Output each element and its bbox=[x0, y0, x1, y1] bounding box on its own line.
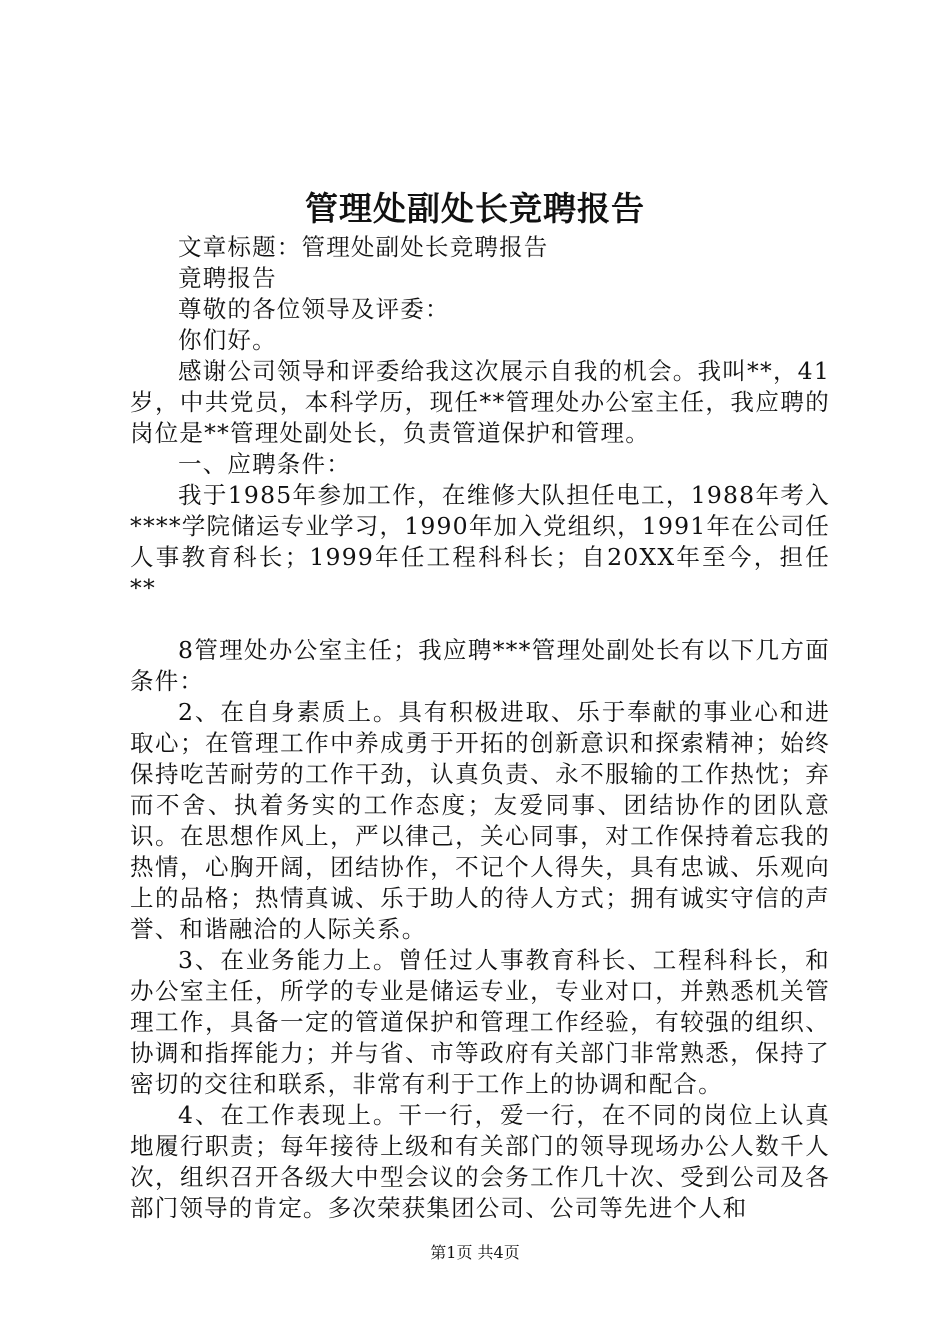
paragraph-career-history: 我于1985年参加工作，在维修大队担任电工，1988年考入****学院储运专业学习，1990年加入党组织，1991年在公司任人事教育科长；1999年任工程科科长；自20XX年至今，担任** bbox=[130, 481, 830, 602]
paragraph-work-performance: 4、在工作表现上。干一行，爱一行，在不同的岗位上认真地履行职责；每年接待上级和有关部门的领导现场办公人数千人次，组织召开各级大中型会议的会务工作几十次、受到公司及各部门领导的肯定。多次荣获集团公司、公司等先进个人和 bbox=[130, 1101, 830, 1222]
paragraph-introduction: 感谢公司领导和评委给我这次展示自我的机会。我叫**，41岁，中共党员，本科学历，现任**管理处办公室主任，我应聘的岗位是**管理处副处长，负责管道保护和管理。 bbox=[130, 357, 830, 447]
paragraph-current-position: 8管理处办公室主任；我应聘***管理处副处长有以下几方面条件： bbox=[130, 636, 830, 695]
paragraph-article-title: 文章标题：管理处副处长竞聘报告 bbox=[178, 233, 549, 261]
paragraph-subtitle: 竟聘报告 bbox=[178, 264, 277, 292]
paragraph-business-ability: 3、在业务能力上。曾任过人事教育科长、工程科科长，和办公室主任，所学的专业是储运专业，专业对口，并熟悉机关管理工作，具备一定的管道保护和管理工作经验，有较强的组织、协调和指挥能力；并与省、市等政府有关部门非常熟悉，保持了密切的交往和联系，非常有利于工作上的协调和配合。 bbox=[130, 946, 830, 1098]
paragraph-greeting: 你们好。 bbox=[178, 326, 277, 354]
page-number-footer: 第1页 共4页 bbox=[430, 1243, 520, 1262]
paragraph-personal-quality: 2、在自身素质上。具有积极进取、乐于奉献的事业心和进取心；在管理工作中养成勇于开拓的创新意识和探索精神；始终保持吃苦耐劳的工作干劲，认真负责、永不服输的工作热忱；弃而不舍、执着务实的工作态度；友爱同事、团结协作的团队意识。在思想作风上，严以律己，关心同事，对工作保持着忘我的热情，心胸开阔，团结协作，不记个人得失，具有忠诚、乐观向上的品格；热情真诚、乐于助人的待人方式；拥有诚实守信的声誉、和谐融洽的人际关系。 bbox=[130, 698, 830, 943]
section-heading-conditions: 一、应聘条件： bbox=[178, 450, 351, 478]
document-title: 管理处副处长竞聘报告 bbox=[305, 189, 645, 228]
paragraph-salutation: 尊敬的各位领导及评委： bbox=[178, 295, 450, 323]
document-body bbox=[130, 232, 830, 1224]
